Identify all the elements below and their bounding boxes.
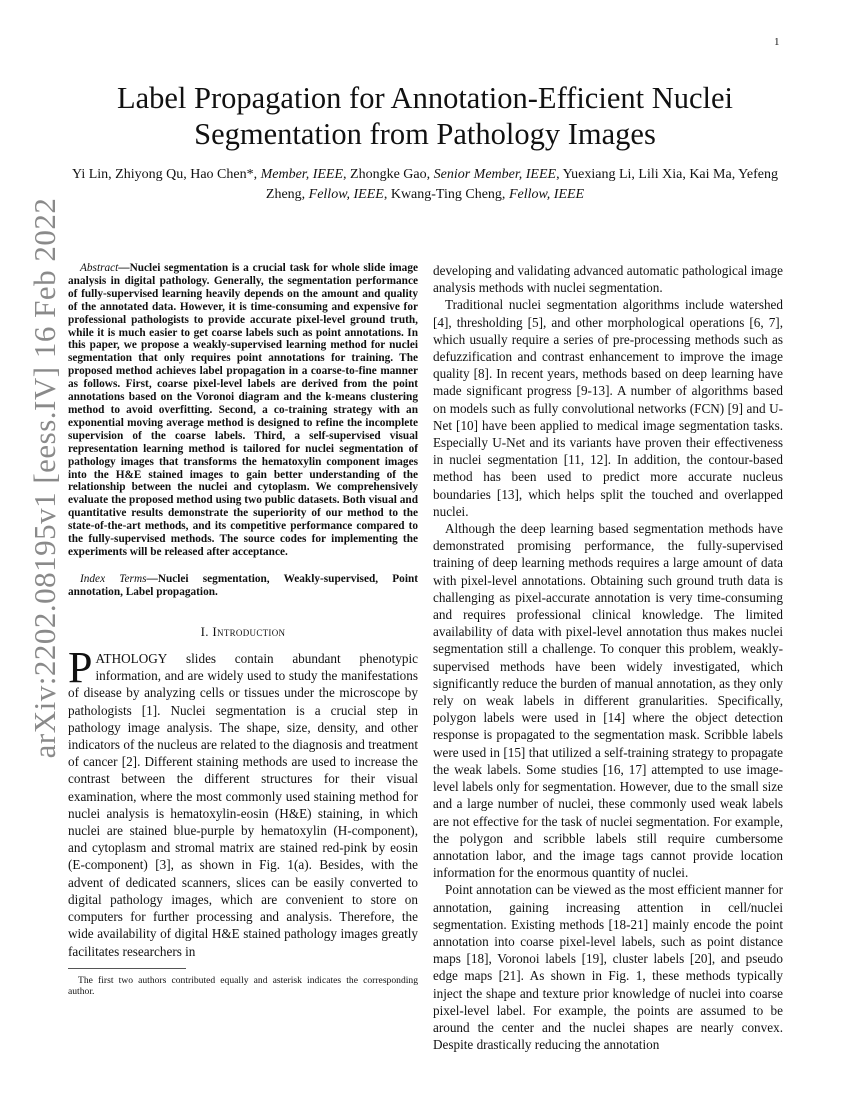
paper-title: Label Propagation for Annotation-Efficient Nuclei Segmentation from Pathology Images	[116, 81, 734, 151]
footnote: The first two authors contributed equally and asterisk indicates the corresponding author.	[68, 974, 418, 998]
drop-cap: P	[68, 643, 93, 693]
footnote-divider	[68, 968, 186, 969]
intro-paragraph-1-continued: developing and validating advanced automatic pathological image analysis methods with nuclei segmentation.	[433, 263, 783, 296]
page-number: 1	[774, 36, 780, 48]
intro-first-word: ATHOLOGY	[95, 651, 168, 667]
index-terms	[68, 573, 418, 599]
section-number: I.	[200, 623, 209, 639]
author-list: Yi Lin, Zhiyong Qu, Hao Chen*, Member, IEEE, Zhongke Gao, Senior Member, IEEE, Yuexiang Li, Lili Xia, Kai Ma, Yefeng Zheng, Fellow, IEEE, Kwang-Ting Cheng, Fellow, IEEE	[72, 167, 778, 202]
index-terms-text: —Nuclei segmentation, Weakly-supervised, Point annotation, Label propagation.	[68, 572, 419, 598]
intro-paragraph-2: Traditional nuclei segmentation algorithms include watershed [4], thresholding [5], and other morphological operations [6, 7], which usually require a series of pre-processing methods such as defuzzification and contrast enhancement to improve the image quality [8]. In recent years, methods based on deep learning have made significant progress [9-13]. A number of algorithms based on models such as fully convolutional networks (FCN) [9] and U-Net [10] have been applied to medical image segmentation tasks. Especially U-Net and its variants have proven their effectiveness in nuclei segmentation [11, 12]. In addition, the contour-based method has been used to predict more accurate nucleus boundaries [13], which helps split the touched and overlapped nuclei.	[433, 297, 783, 519]
intro-paragraph-1	[68, 643, 418, 960]
section-title: Introduction	[212, 623, 286, 639]
intro-paragraph-1-text: slides contain abundant phenotypic information, and are widely used to study the manifestations of disease by analyzing cells or tissues under the microscope by pathologists [1]. Nuclei segmentation is a crucial step in pathology image analysis. The shape, size, density, and other indicators of the nucleus are related to the diagnosis and treatment of cancer [2]. Different staining methods are used to increase the contrast between the different structures for their visual examination, where the most commonly used staining method for nuclei analysis is hematoxylin-eosin (H&E) staining, in which nuclei are stained blue-purple by hematoxylin (H-component), and cytoplasm and stromal matrix are stained red-pink by eosin (E-component) [3], as shown in Fig. 1(a). Besides, with the advent of dedicated scanners, slices can be easily converted to digital pathology images, which are convenient to store on computers for further processing and analysis. Therefore, the wide availability of digital H&E stained pathology images greatly facilitates researchers in	[68, 651, 418, 959]
section-heading	[68, 623, 418, 640]
left-column	[68, 262, 418, 998]
intro-paragraph-4: Point annotation can be viewed as the most efficient manner for annotation, gaining increasing attention in cell/nuclei segmentation. Existing methods [18-21] mainly encode the point annotation into coarse pixel-level labels, such as point distance maps [18], Voronoi labels [19], cluster labels [20], and pseudo edge maps [21]. As shown in Fig. 1, these methods typically inject the shape and texture prior knowledge of nuclei into coarse pixel-level label. For example, the points are assumed to be around the center and the nuclei shapes are nearly convex. Despite drastically reducing the annotation	[433, 882, 783, 1053]
index-terms-label: Index Terms	[80, 572, 147, 585]
abstract-text: —Nuclei segmentation is a crucial task for whole slide image analysis in digital pathology. Generally, the segmentation performance of fully-supervised learning heavily depends on the amount and quality of the annotated data. However, it is time-consuming and expensive for professional pathologists to provide accurate pixel-level ground truth, while it is much easier to get coarse labels such as point annotations. In this paper, we propose a weakly-supervised learning method for nuclei segmentation that only requires point annotations for training. The proposed method achieves label propagation in a coarse-to-fine manner as follows. First, coarse pixel-level labels are derived from the point annotations based on the Voronoi diagram and the k-means clustering method to avoid overfitting. Second, a co-training strategy with an exponential moving average method is designed to refine the incomplete supervision of the coarse labels. Third, a self-supervised visual representation learning method is tailored for nuclei segmentation of pathology images that transforms the hematoxylin component images into the H&E stained images to gain better understanding of the relationship between the nuclei and cytoplasm. We comprehensively evaluate the proposed method using two public datasets. Both visual and quantitative results demonstrate the superiority of our method to the state-of-the-art methods, and its competitive performance compared to the fully-supervised methods. The source codes for implementing the experiments will be released after acceptance.	[68, 262, 418, 558]
abstract	[68, 262, 418, 559]
right-column	[433, 262, 783, 1053]
abstract-label: Abstract	[80, 262, 119, 274]
intro-paragraph-3: Although the deep learning based segmentation methods have demonstrated promising performance, the fully-supervised training of deep learning methods requires a large amount of data with pixel-level annotations. Obtaining such ground truth data is challenging as pixel-accurate annotation is very time-consuming and requires professional clinical knowledge. The limited availability of data with pixel-level annotation thus makes nuclei segmentation still a challenge. To conquer this problem, weakly-supervised methods have been widely investigated, which significantly reduce the burden of manual annotation, as they only rely on weak labels in different granularities. Specifically, polygon labels were used in [14] where the object detection response is propagated to the segmentation mask. Scribble labels were used in [15] that utilized a self-training strategy to propagate the weak labels. Some studies [16, 17] attempted to use image-level labels only for segmentation. However, due to the small size and a large number of nuclei, these commonly used weak labels are not effective for the task of nuclei segmentation. For example, the polygon and scribble labels still require cumbersome annotation labor, and the image tags cannot provide location information for the enormous quantity of nuclei.	[433, 521, 783, 881]
arxiv-identifier: arXiv:2202.08195v1 [eess.IV] 16 Feb 2022	[27, 197, 62, 759]
